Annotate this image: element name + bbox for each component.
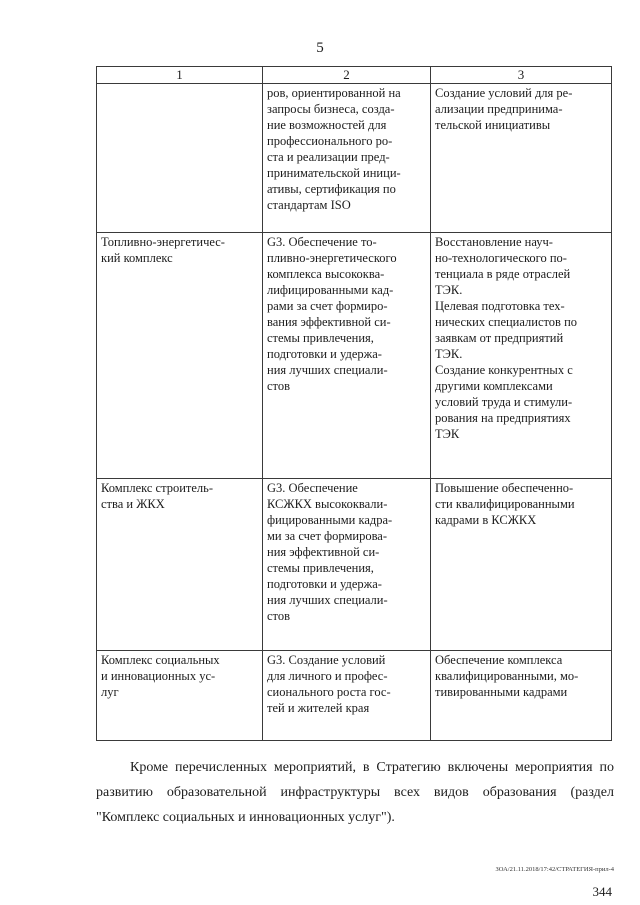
row-2-goal: G3. Обеспечение то- пливно-энергетического комплекса высококва- лифицированными кад- рами за счет формиро- вания эффективной си- стемы привлечения, подготовки и удержа- ния лучших специали- стов xyxy=(263,233,431,479)
table-row xyxy=(97,84,612,233)
table-row xyxy=(97,479,612,651)
row-2-measures: Восстановление науч- но-технологического по- тенциала в ряде отраслей ТЭК. Целевая подготовка тех- нических специалистов по заявкам от предприятий ТЭК. Создание конкурентных с другими комплексами условий труда и стимули- рования на предприятиях ТЭК xyxy=(431,233,612,479)
row-1-complex xyxy=(97,84,263,233)
page-number-top: 5 xyxy=(316,40,324,56)
row-1-goal: ров, ориентированной на запросы бизнеса, созда- ние возможностей для профессионального ро- ста и реализации пред- принимательской иници- ативы, сертификация по стандартам ISO xyxy=(263,84,431,233)
row-4-goal: G3. Создание условий для личного и профес- сионального роста гос- тей и жителей края xyxy=(263,651,431,741)
table-header-row xyxy=(97,67,612,84)
document-code: ЗОА/21.11.2018/17:42/СТРАТЕГИЯ-прил-4 xyxy=(495,866,614,873)
body-paragraph: Кроме перечисленных мероприятий, в Стратегию включены мероприятия по развитию образовательной инфраструктуры всех видов образования (раздел "Комплекс социальных и инновационных услуг"). xyxy=(96,760,614,825)
row-3-measures: Повышение обеспеченно- сти квалифицированными кадрами в КСЖКХ xyxy=(431,479,612,651)
strategy-table xyxy=(96,66,612,741)
row-4-complex: Комплекс социальных и инновационных ус- луг xyxy=(97,651,263,741)
row-1-measures: Создание условий для ре- ализации предпринима- тельской инициативы xyxy=(431,84,612,233)
page-number-bottom: 344 xyxy=(592,884,612,899)
header-col-1: 1 xyxy=(97,67,263,84)
row-4-measures: Обеспечение комплекса квалифицированными, мо- тивированными кадрами xyxy=(431,651,612,741)
row-3-goal: G3. Обеспечение КСЖКХ высококвали- фицированными кадра- ми за счет формирова- ния эффективной си- стемы привлечения, подготовки и удержа- ния лучших специали- стов xyxy=(263,479,431,651)
table-row xyxy=(97,233,612,479)
header-col-3: 3 xyxy=(431,67,612,84)
table-row xyxy=(97,651,612,741)
row-2-complex: Топливно-энергетичес- кий комплекс xyxy=(97,233,263,479)
row-3-complex: Комплекс строитель- ства и ЖКХ xyxy=(97,479,263,651)
header-col-2: 2 xyxy=(263,67,431,84)
